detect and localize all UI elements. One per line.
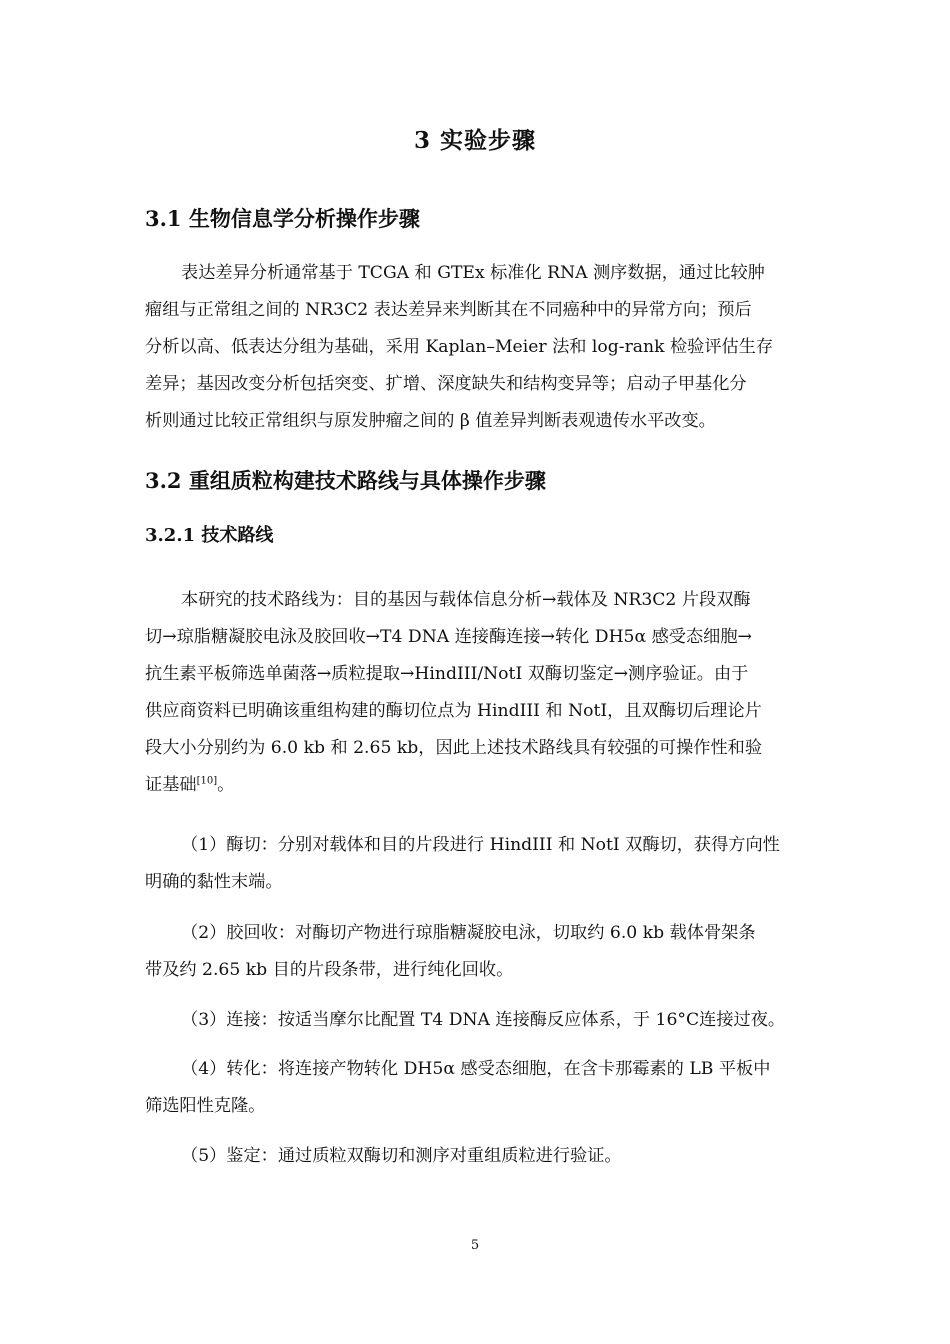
chapter-title: 3 实验步骤 bbox=[413, 127, 536, 154]
section-heading-3-1: 3.1 生物信息学分析操作步骤 bbox=[145, 206, 420, 231]
paragraph-line: 抗生素平板筛选单菌落→质粒提取→HindIII/NotI 双酶切鉴定→测序验证。由于 bbox=[145, 664, 749, 684]
paragraph-line: 段大小分别约为 6.0 kb 和 2.65 kb，因此上述技术路线具有较强的可操作性和验 bbox=[145, 738, 763, 758]
paragraph-line: 供应商资料已明确该重组构建的酶切位点为 HindIII 和 NotI，且双酶切后理论片 bbox=[145, 701, 762, 721]
paragraph-line: 切→琼脂糖凝胶电泳及胶回收→T4 DNA 连接酶连接→转化 DH5α 感受态细胞→ bbox=[145, 627, 752, 647]
paragraph-line: 瘤组与正常组之间的 NR3C2 表达差异来判断其在不同癌种中的异常方向；预后 bbox=[145, 300, 752, 320]
step-2 bbox=[145, 915, 807, 989]
step-3 bbox=[145, 1002, 807, 1039]
step-1 bbox=[145, 827, 807, 901]
step-line: 带及约 2.65 kb 目的片段条带，进行纯化回收。 bbox=[145, 960, 514, 980]
line-end: 。 bbox=[217, 775, 235, 795]
paragraph-technical-route bbox=[145, 582, 807, 804]
paragraph-line: 本研究的技术路线为：目的基因与载体信息分析→载体及 NR3C2 片段双酶 bbox=[181, 590, 751, 610]
step-line: 筛选阳性克隆。 bbox=[145, 1096, 266, 1116]
paragraph-line: 差异；基因改变分析包括突变、扩增、深度缺失和结构变异等；启动子甲基化分 bbox=[145, 374, 747, 394]
paragraph-line: 析则通过比较正常组织与原发肿瘤之间的 β 值差异判断表观遗传水平改变。 bbox=[145, 411, 716, 431]
paragraph-bioinformatics bbox=[145, 255, 807, 440]
paragraph-line bbox=[145, 767, 807, 804]
step-line: （5）鉴定：通过质粒双酶切和测序对重组质粒进行验证。 bbox=[181, 1146, 622, 1166]
subsection-heading-3-2-1: 3.2.1 技术路线 bbox=[145, 525, 274, 546]
page-number: 5 bbox=[470, 1238, 480, 1253]
step-line: （1）酶切：分别对载体和目的片段进行 HindIII 和 NotI 双酶切，获得方向性 bbox=[181, 835, 780, 855]
paragraph-line: 表达差异分析通常基于 TCGA 和 GTEx 标准化 RNA 测序数据，通过比较肿 bbox=[181, 263, 765, 283]
paragraph-line: 分析以高、低表达分组为基础，采用 Kaplan–Meier 法和 log-rank 检验评估生存 bbox=[145, 337, 774, 357]
step-line: （2）胶回收：对酶切产物进行琼脂糖凝胶电泳，切取约 6.0 kb 载体骨架条 bbox=[181, 923, 756, 943]
line-text: 证基础 bbox=[145, 775, 197, 795]
step-4 bbox=[145, 1051, 807, 1125]
step-line: （4）转化：将连接产物转化 DH5α 感受态细胞，在含卡那霉素的 LB 平板中 bbox=[181, 1059, 771, 1079]
step-line: 明确的黏性末端。 bbox=[145, 872, 283, 892]
citation-reference: [10] bbox=[196, 775, 218, 787]
step-5 bbox=[145, 1138, 807, 1175]
section-heading-3-2: 3.2 重组质粒构建技术路线与具体操作步骤 bbox=[145, 468, 546, 493]
step-line: （3）连接：按适当摩尔比配置 T4 DNA 连接酶反应体系，于 16°C连接过夜。 bbox=[181, 1010, 786, 1030]
